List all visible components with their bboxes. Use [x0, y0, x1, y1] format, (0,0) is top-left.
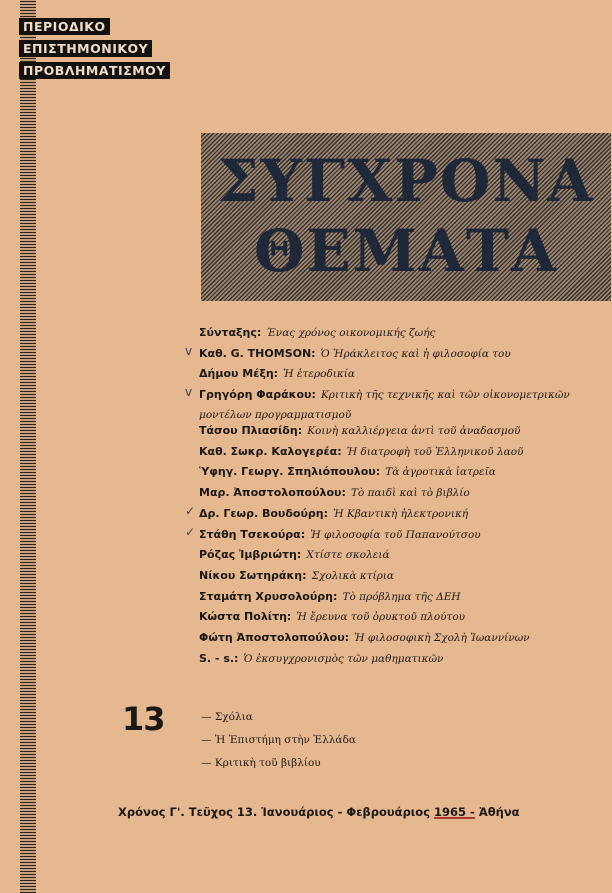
regular-sections — [201, 709, 356, 778]
article-title: Τὸ παιδὶ καὶ τὸ βιβλίο — [350, 487, 470, 500]
article-author: Δήμου Μέξη: — [199, 367, 279, 381]
section-item: — Σχόλια — [201, 711, 253, 723]
article-author: S. - s.: — [199, 651, 239, 665]
article-author: Καθ. G. THOMSON: — [199, 346, 316, 360]
issue-number: 13 — [122, 700, 165, 738]
article-author: Καθ. Σωκρ. Καλογερέα: — [199, 444, 342, 458]
article-author: Φώτη Ἀποστολοπούλου: — [199, 630, 350, 644]
footer-issue-info: Χρόνος Γ'. Τεῦχος 13. Ἰανουάριος - Φεβρουάριος — [118, 805, 431, 819]
article-author: Κώστα Πολίτη: — [199, 610, 292, 624]
article-title: Σχολικὰ κτίρια — [311, 569, 395, 582]
check-mark-icon: ✓ — [185, 503, 196, 518]
article-title: Χτίστε σκολειά — [306, 549, 390, 562]
article-author: Στάθη Τσεκούρα: — [199, 527, 306, 541]
article-title: Ἡ φιλοσοφικὴ Σχολὴ Ἰωαννίνων — [354, 631, 530, 644]
article-author: Ρόζας Ἰμβριώτη: — [199, 548, 302, 562]
contents-row — [199, 482, 599, 503]
section-item: — Κριτικὴ τοῦ βιβλίου — [201, 757, 321, 769]
article-title: Κοινὴ καλλιέργεια ἀντὶ τοῦ ἀναδασμοῦ — [307, 425, 521, 438]
contents-row — [199, 363, 599, 384]
article-author: Μαρ. Ἀποστολοπούλου: — [199, 486, 346, 500]
contents-row — [199, 648, 599, 669]
contents-row — [199, 322, 599, 343]
article-title: Τὰ ἀγροτικὰ ἰατρεῖα — [385, 466, 496, 479]
section-item: — Ἡ Ἐπιστήμη στὴν Ἑλλάδα — [201, 734, 356, 746]
check-mark-icon: ✓ — [185, 524, 196, 539]
article-title: Ὁ Ἡράκλειτος καὶ ἡ φιλοσοφία του — [320, 347, 511, 360]
article-author: Σύνταξης: — [199, 326, 262, 339]
series-line-1: ΠΕΡΙΟΔΙΚΟ — [19, 18, 110, 35]
article-title: Ἡ φιλοσοφία τοῦ Παπανούτσου — [310, 528, 481, 541]
article-title: Ἡ ἑτεροδικία — [283, 368, 356, 381]
footer-city: Ἀθήνα — [478, 805, 520, 819]
article-title: Κριτικὴ τῆς τεχνικῆς καὶ τῶν οἰκονομετρικῶν μοντέλων προγραμματισμοῦ — [199, 389, 570, 422]
contents-row — [199, 586, 599, 607]
article-title: Ἡ Κβαντικὴ ἠλεκτρονική — [333, 507, 469, 520]
contents-row — [185, 524, 599, 545]
contents-row — [185, 384, 599, 422]
table-of-contents — [185, 322, 599, 668]
series-label-block — [19, 16, 170, 82]
article-title: Τὸ πρόβλημα τῆς ΔΕΗ — [342, 590, 461, 603]
article-author: Τάσου Πλιασίδη: — [199, 424, 303, 438]
article-author: Δρ. Γεωρ. Βουδούρη: — [199, 506, 328, 520]
article-title: Ὁ ἐκσυγχρονισμὸς τῶν μαθηματικῶν — [243, 652, 444, 665]
article-title: Ἡ ἔρευνα τοῦ ὀρυκτοῦ πλούτου — [296, 611, 466, 624]
check-mark-icon: v — [185, 343, 193, 358]
check-mark-icon: v — [185, 385, 193, 400]
contents-row — [199, 420, 599, 441]
article-title: Ένας χρόνος οικονομικής ζωής — [266, 327, 436, 339]
article-author: Ὑφηγ. Γεωργ. Σπηλιόπουλου: — [199, 465, 381, 479]
article-title: Ἡ διατροφὴ τοῦ Ἑλληνικοῦ λαοῦ — [346, 445, 524, 458]
contents-row — [199, 544, 599, 565]
contents-row — [185, 503, 599, 524]
spine-stripe — [20, 0, 36, 893]
article-author: Γρηγόρη Φαράκου: — [199, 388, 316, 402]
contents-row — [199, 565, 599, 586]
contents-row — [199, 606, 599, 627]
footer-year: 1965 - — [434, 805, 475, 819]
series-line-3: ΠΡΟΒΛΗΜΑΤΙΣΜΟΥ — [19, 62, 170, 79]
series-line-2: ΕΠΙΣΤΗΜΟΝΙΚΟΥ — [19, 40, 152, 57]
article-author: Σταμάτη Χρυσολούρη: — [199, 589, 338, 603]
magazine-title-line-1: ΣΥΓΧΡΟΝΑ — [217, 147, 595, 215]
magazine-title-line-2: ΘΕΜΑΤΑ — [253, 217, 559, 285]
contents-row — [185, 343, 599, 364]
title-panel — [201, 133, 611, 301]
contents-row — [199, 441, 599, 462]
contents-row — [199, 627, 599, 648]
footer-imprint — [118, 805, 520, 819]
article-author: Νίκου Σωτηράκη: — [199, 568, 307, 582]
contents-row — [199, 461, 599, 482]
